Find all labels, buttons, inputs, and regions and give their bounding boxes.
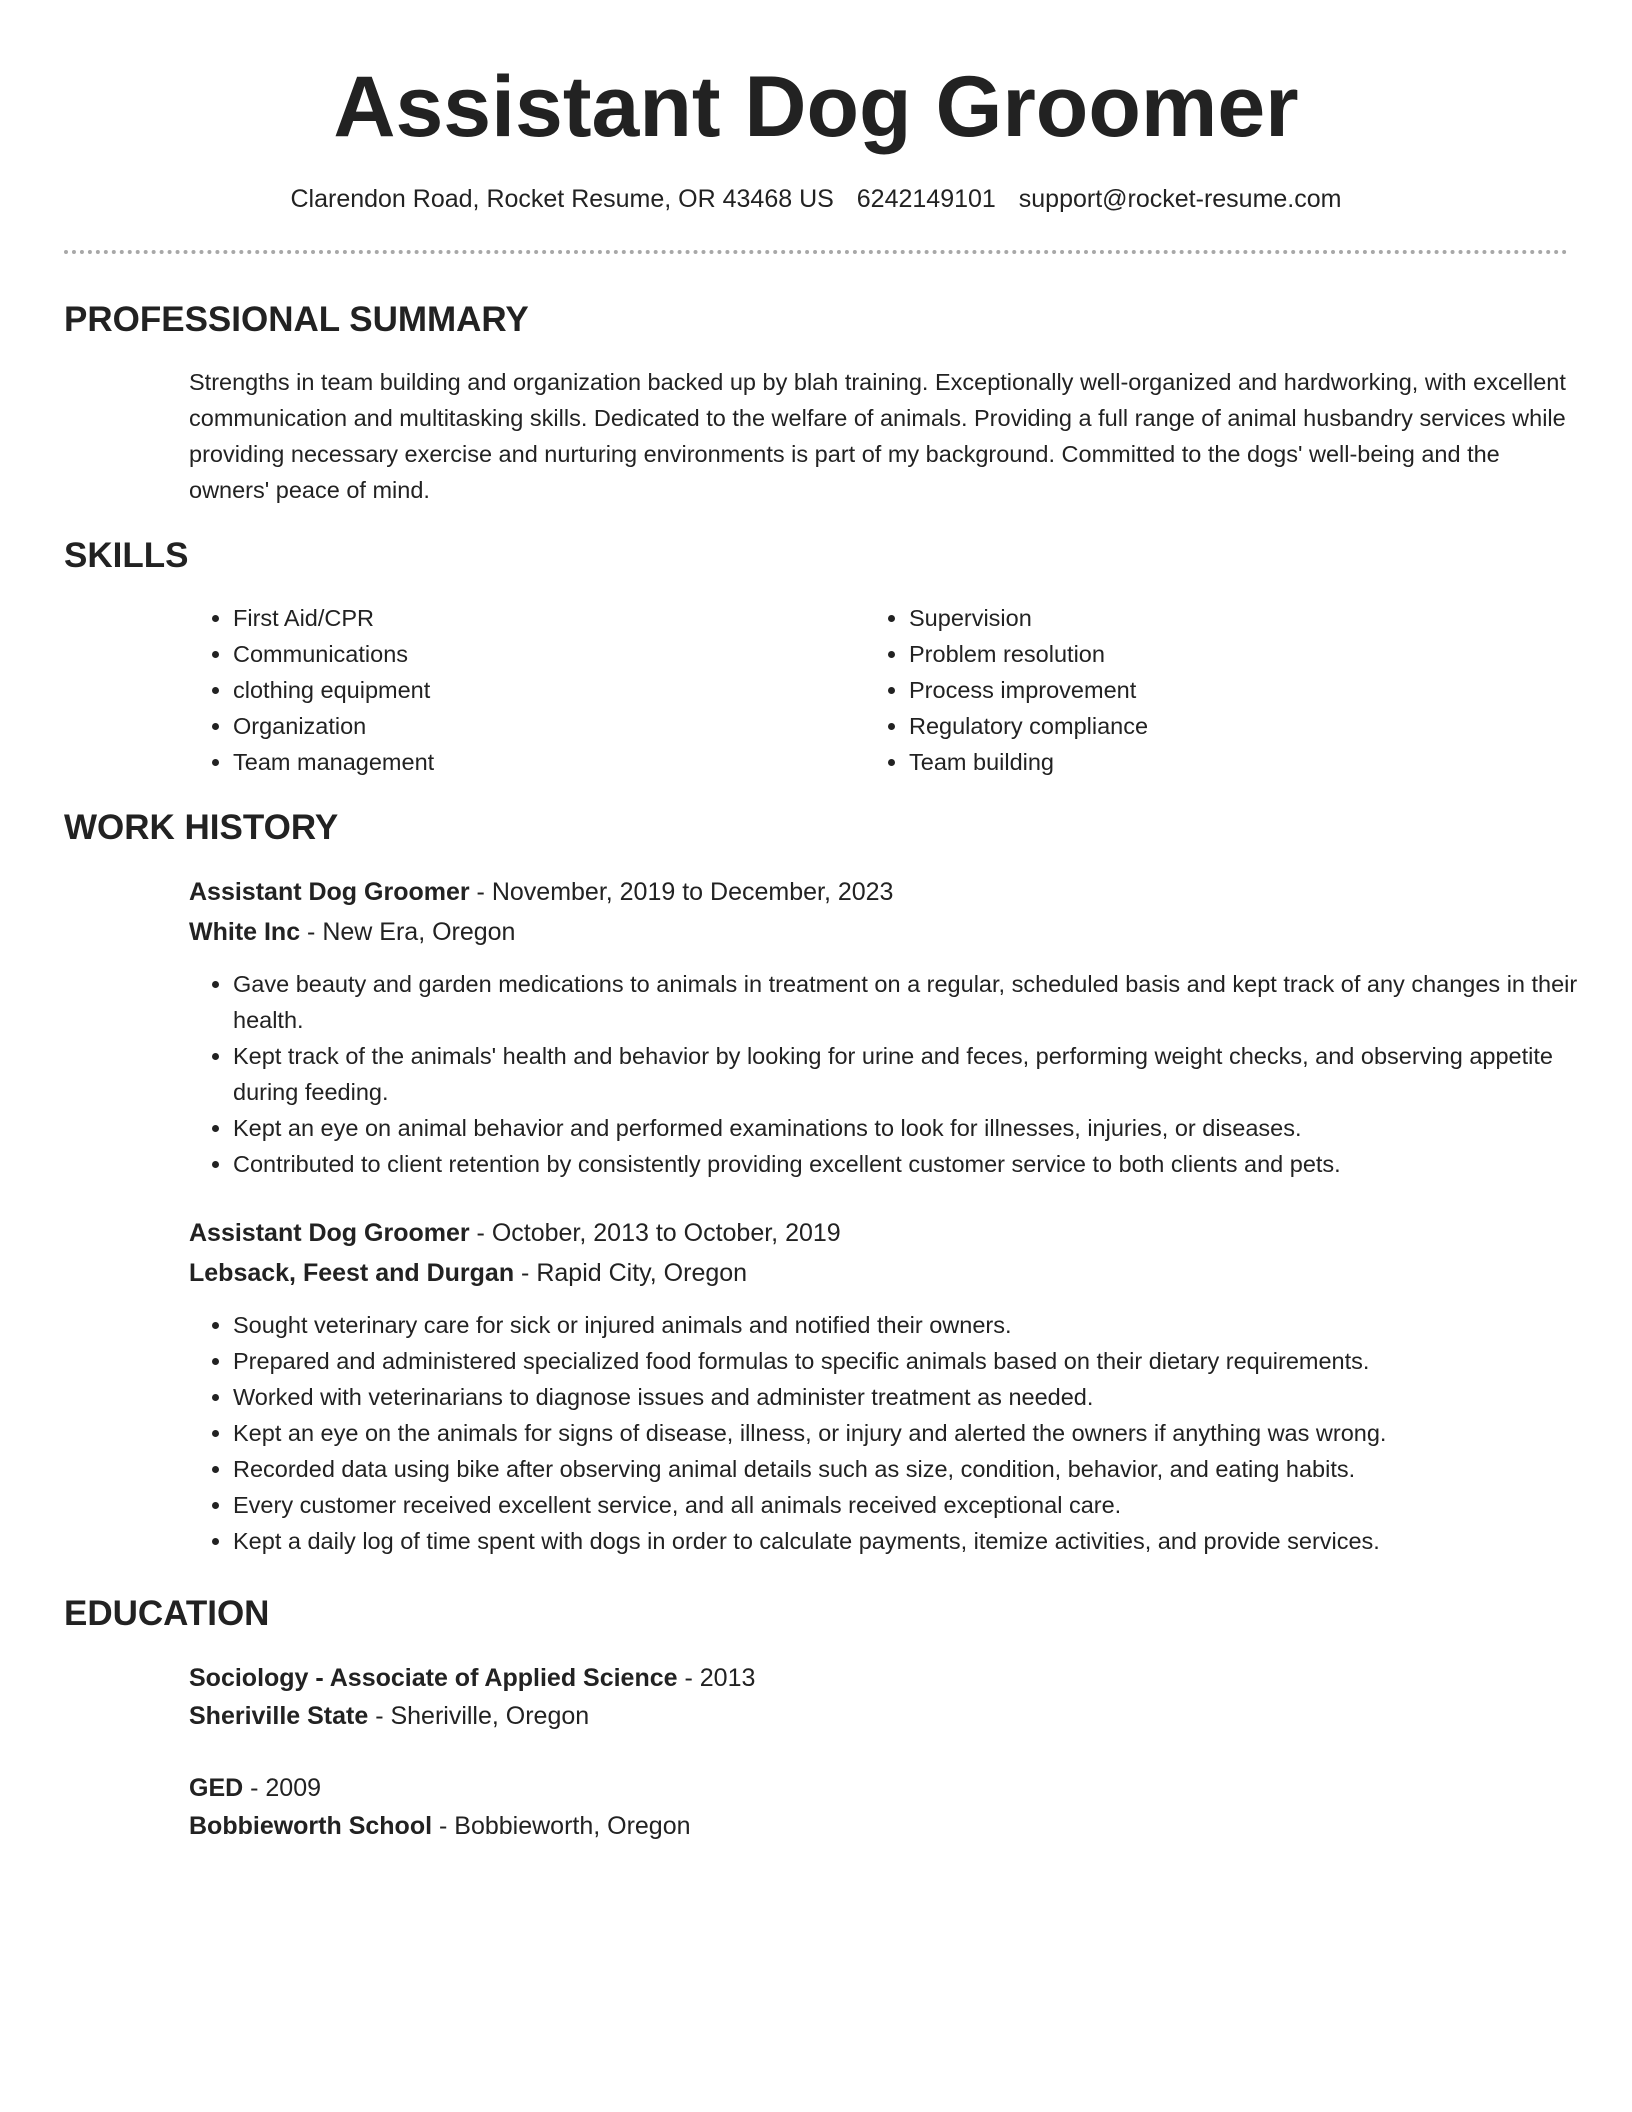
job-role: Assistant Dog Groomer <box>189 1219 470 1247</box>
job-bullet: • Contributed to client retention by consistently providing excellent customer service to both clients and pets. <box>233 1146 1613 1182</box>
job-title-line <box>189 1215 841 1251</box>
education-school-line <box>189 1698 589 1734</box>
job-location: - Rapid City, Oregon <box>514 1259 748 1287</box>
job-bullet: • Recorded data using bike after observing animal details such as size, condition, behavior, and eating habits. <box>233 1451 1613 1487</box>
contact-email: support@rocket-resume.com <box>1018 185 1342 213</box>
skill-item: • Team management <box>233 744 833 780</box>
job-company: Lebsack, Feest and Durgan <box>189 1259 515 1287</box>
job-dates: - November, 2019 to December, 2023 <box>469 878 894 906</box>
skill-item: • clothing equipment <box>233 672 833 708</box>
job-bullet: • Every customer received excellent service, and all animals received exceptional care. <box>233 1487 1613 1523</box>
education-degree: Sociology - Associate of Applied Science <box>189 1664 678 1692</box>
skills-list-left <box>189 600 833 780</box>
job-bullet: • Gave beauty and garden medications to animals in treatment on a regular, scheduled basis and kept track of any changes in their health. <box>233 966 1613 1038</box>
education-degree: GED <box>189 1774 244 1802</box>
education-year: - 2009 <box>243 1774 322 1802</box>
job-title-line <box>189 874 893 910</box>
education-year: - 2013 <box>677 1664 756 1692</box>
job-bullets <box>189 966 1613 1182</box>
header-divider <box>64 250 1568 254</box>
education-location: - Bobbieworth, Oregon <box>432 1812 691 1840</box>
education-degree-line <box>189 1770 321 1806</box>
job-company-line <box>189 1255 747 1291</box>
job-location: - New Era, Oregon <box>300 918 516 946</box>
job-bullet: • Kept an eye on the animals for signs of disease, illness, or injury and alerted the owners if anything was wrong. <box>233 1415 1613 1451</box>
skill-item: • Regulatory compliance <box>909 708 1509 744</box>
contact-address: Clarendon Road, Rocket Resume, OR 43468 US <box>290 185 834 213</box>
job-bullets <box>189 1307 1613 1559</box>
summary-heading: PROFESSIONAL SUMMARY <box>64 300 529 339</box>
job-company-line <box>189 914 515 950</box>
contact-line <box>0 182 1632 216</box>
skill-item: • Communications <box>233 636 833 672</box>
education-school-line <box>189 1808 691 1844</box>
education-degree-line <box>189 1660 755 1696</box>
education-heading: EDUCATION <box>64 1594 270 1633</box>
summary-text: Strengths in team building and organization backed up by blah training. Exceptionally well-organized and hardworking, with excellent communication and multitasking skills. Dedicated to the welfare of animals. Providing a full range of animal husbandry services while providing necessary exercise and nurturing environments is part of my background. Committed to the dogs' well-being and the owners' peace of mind. <box>189 369 1566 503</box>
education-school: Bobbieworth School <box>189 1812 433 1840</box>
education-school: Sheriville State <box>189 1702 369 1730</box>
contact-phone: 6242149101 <box>856 185 996 213</box>
skill-item: • Process improvement <box>909 672 1509 708</box>
skill-item: • Team building <box>909 744 1509 780</box>
job-bullet: • Prepared and administered specialized food formulas to specific animals based on their dietary requirements. <box>233 1343 1613 1379</box>
work-heading: WORK HISTORY <box>64 808 339 847</box>
resume-name: Assistant Dog Groomer <box>333 59 1299 155</box>
job-dates: - October, 2013 to October, 2019 <box>469 1219 841 1247</box>
job-role: Assistant Dog Groomer <box>189 878 470 906</box>
skill-item: • First Aid/CPR <box>233 600 833 636</box>
job-bullet: • Kept a daily log of time spent with dogs in order to calculate payments, itemize activities, and provide services. <box>233 1523 1613 1559</box>
skill-item: • Organization <box>233 708 833 744</box>
job-bullet: • Kept an eye on animal behavior and performed examinations to look for illnesses, injuries, or diseases. <box>233 1110 1613 1146</box>
skill-item: • Problem resolution <box>909 636 1509 672</box>
skill-item: • Supervision <box>909 600 1509 636</box>
job-bullet: • Sought veterinary care for sick or injured animals and notified their owners. <box>233 1307 1613 1343</box>
skills-list-right <box>865 600 1509 780</box>
job-bullet: • Worked with veterinarians to diagnose issues and administer treatment as needed. <box>233 1379 1613 1415</box>
skills-heading: SKILLS <box>64 536 189 575</box>
education-location: - Sheriville, Oregon <box>368 1702 590 1730</box>
job-bullet: • Kept track of the animals' health and behavior by looking for urine and feces, performing weight checks, and observing appetite during feeding. <box>233 1038 1613 1110</box>
job-company: White Inc <box>189 918 301 946</box>
